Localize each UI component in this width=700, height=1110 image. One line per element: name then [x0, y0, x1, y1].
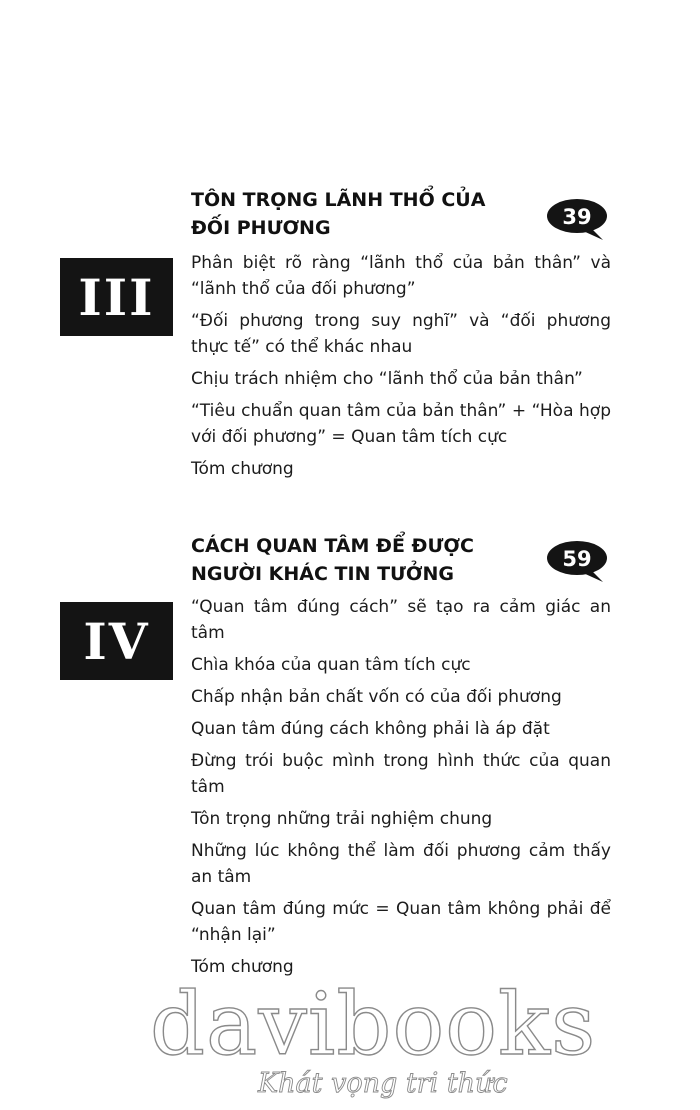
list-item: Tôn trọng những trải nghiệm chung — [191, 809, 493, 829]
list-item: Đừng trói buộc mình trong hình thức của quan tâm — [191, 751, 611, 797]
list-item: Phân biệt rõ ràng “lãnh thổ của bản thân” và “lãnh thổ của đối phương” — [191, 253, 611, 299]
list-item: Chịu trách nhiệm cho “lãnh thổ của bản thân” — [191, 369, 583, 389]
list-item: Chìa khóa của quan tâm tích cực — [191, 655, 471, 675]
watermark-slogan: Khát vọng tri thức — [258, 1068, 508, 1099]
list-item: “Tiêu chuẩn quan tâm của bản thân” + “Hòa hợp với đối phương” = Quan tâm tích cực — [191, 401, 611, 447]
page-number: 39 — [562, 205, 592, 229]
list-item: “Đối phương trong suy nghĩ” và “đối phương thực tế” có thể khác nhau — [191, 311, 611, 357]
list-item: Quan tâm đúng mức = Quan tâm không phải để “nhận lại” — [191, 899, 611, 945]
list-item: “Quan tâm đúng cách” sẽ tạo ra cảm giác an tâm — [191, 597, 611, 643]
list-item: Tóm chương — [191, 459, 294, 479]
list-item: Những lúc không thể làm đối phương cảm thấy an tâm — [191, 841, 611, 887]
chapter-numeral: III — [60, 258, 173, 336]
chapter-title: TÔN TRỌNG LÃNH THỔ CỦA ĐỐI PHƯƠNG — [191, 189, 486, 239]
page-number-badge — [545, 540, 609, 584]
chapter-numeral: IV — [60, 602, 173, 680]
chapter-item-list — [191, 594, 611, 986]
list-item: Chấp nhận bản chất vốn có của đối phương — [191, 687, 562, 707]
list-item: Quan tâm đúng cách không phải là áp đặt — [191, 719, 550, 739]
chapter-title: CÁCH QUAN TÂM ĐỂ ĐƯỢC NGƯỜI KHÁC TIN TƯỞNG — [191, 535, 474, 585]
page-number-badge — [545, 198, 609, 242]
chapter-item-list — [191, 250, 611, 488]
list-item: Tóm chương — [191, 957, 294, 977]
page-number: 59 — [562, 547, 592, 571]
watermark-brand: davibooks — [150, 975, 597, 1075]
